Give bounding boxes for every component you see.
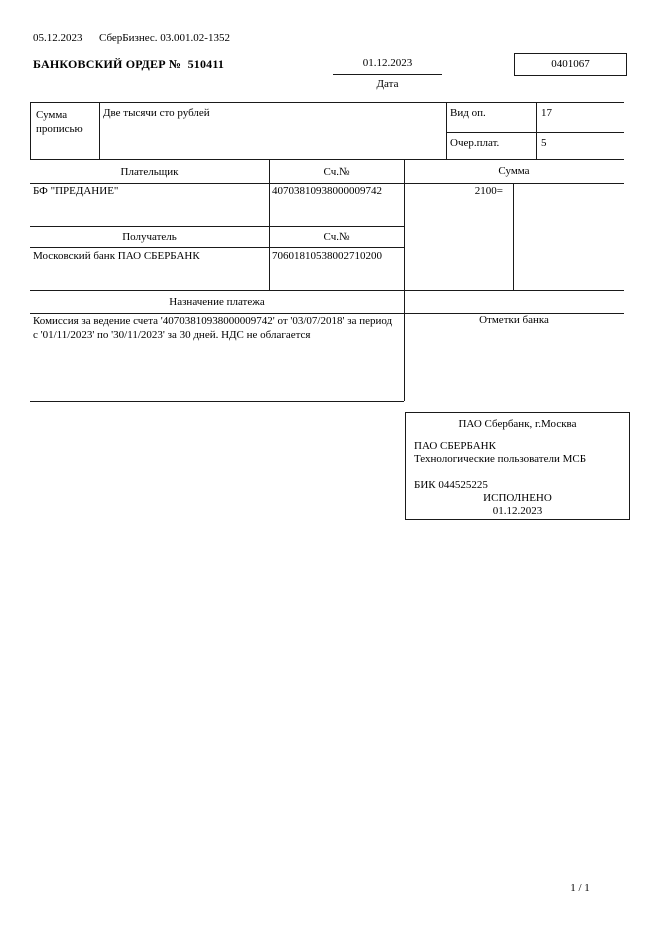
stamp-status-date: 01.12.2023	[492, 505, 543, 517]
purpose-text-line2: с '01/11/2023' по '30/11/2023' за 30 дней. НДС не облагается	[33, 329, 311, 341]
document-title: БАНКОВСКИЙ ОРДЕР № 510411	[33, 57, 225, 71]
stamp-spacer	[414, 431, 621, 440]
payment-amount: 2100=	[474, 185, 503, 197]
purpose-header: Назначение платежа	[169, 296, 265, 308]
date-label: Дата	[376, 78, 399, 90]
amount-column-header: Сумма	[498, 165, 530, 177]
date-underline	[333, 74, 442, 75]
amount-words-value: Две тысячи сто рублей	[103, 107, 210, 119]
priority-label: Очер.плат.	[450, 137, 500, 149]
page-number: 1 / 1	[570, 882, 590, 894]
rule	[30, 247, 404, 248]
document-date: 01.12.2023	[362, 57, 413, 69]
rule	[30, 290, 624, 291]
form-number-box	[514, 53, 627, 76]
stamp-status: ИСПОЛНЕНО	[483, 492, 552, 504]
amount-words-label: Сумма прописью	[36, 109, 83, 135]
system-info: СберБизнес. 03.001.02-1352	[99, 32, 230, 44]
rule	[513, 183, 514, 290]
payer-account-header: Сч.№	[323, 166, 350, 178]
form-number: 0401067	[551, 58, 590, 70]
rule	[446, 132, 624, 133]
rule	[30, 102, 31, 159]
stamp-bik: БИК 044525225	[414, 479, 488, 491]
op-type-label: Вид оп.	[450, 107, 486, 119]
payee-name: Московский банк ПАО СБЕРБАНК	[33, 250, 200, 262]
print-date: 05.12.2023	[33, 32, 83, 44]
bank-marks-header: Отметки банка	[479, 314, 549, 326]
stamp-bank-city: ПАО Сбербанк, г.Москва	[458, 418, 577, 430]
payee-account-header: Сч.№	[323, 231, 350, 243]
rule	[30, 401, 404, 402]
rule	[536, 102, 537, 159]
payer-account: 40703810938000009742	[272, 185, 382, 197]
bank-stamp	[405, 412, 630, 520]
stamp-department: Технологические пользователи МСБ	[414, 453, 587, 465]
op-type-value: 17	[541, 107, 552, 119]
payee-column-header: Получатель	[122, 231, 177, 243]
stamp-bank-name: ПАО СБЕРБАНК	[414, 440, 496, 452]
payer-column-header: Плательщик	[120, 166, 179, 178]
rule	[30, 102, 624, 103]
rule	[446, 102, 447, 159]
purpose-text-line1: Комиссия за ведение счета '40703810938000009742' от '03/07/2018' за период	[33, 315, 393, 327]
rule	[99, 102, 100, 159]
stamp-spacer	[414, 466, 621, 479]
payer-name: БФ "ПРЕДАНИЕ"	[33, 185, 119, 197]
rule	[30, 226, 404, 227]
priority-value: 5	[541, 137, 547, 149]
rule	[30, 159, 624, 160]
payee-account: 70601810538002710200	[272, 250, 382, 262]
